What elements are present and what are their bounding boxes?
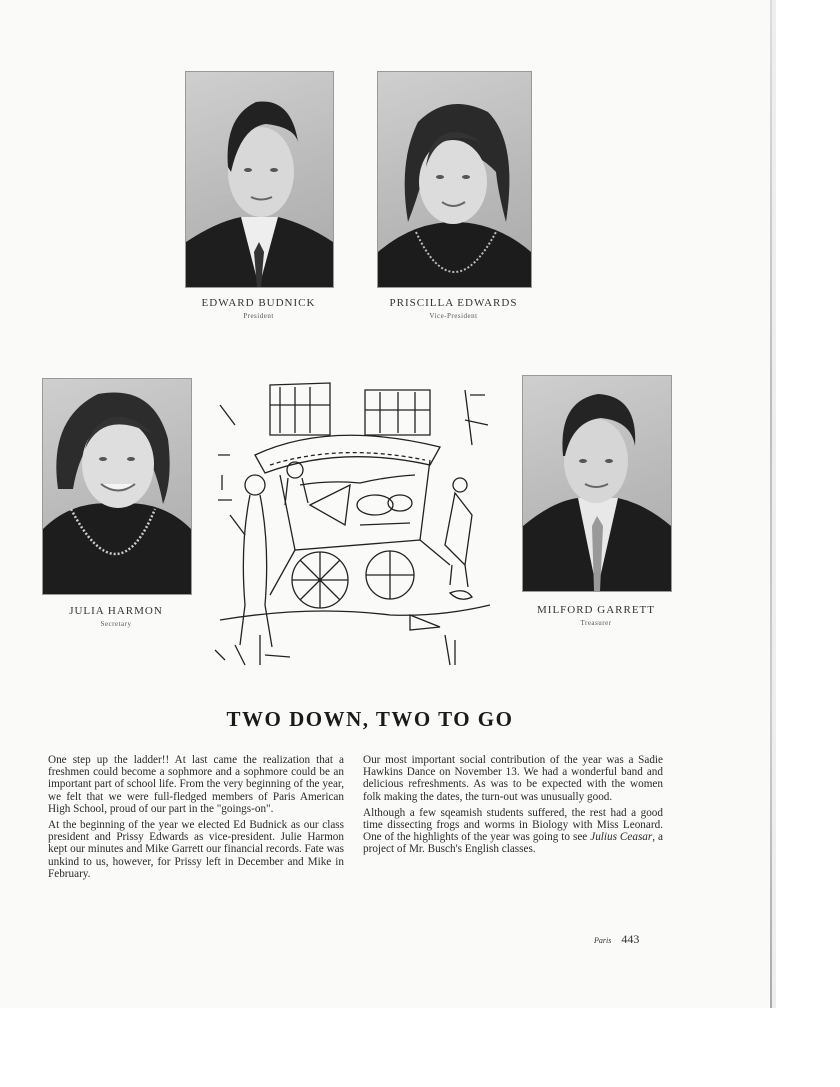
paragraph: One step up the ladder!! At last came the realization that a freshmen could become a sophmore and a sophmore could be an important part of school life. From the very beginning of the year, we felt that we were full-fledged members of Paris American High School, proud of our part in the "goings-on". [48, 754, 344, 815]
paragraph-text: Although a few sqeamish students suffered, the rest had a good time dissecting frogs and worms in Biology with Miss Leonard. One of the highlights of the year was going to see [363, 806, 663, 844]
photo-priscilla-edwards [377, 71, 532, 288]
officer-name: JULIA HARMON [69, 605, 163, 617]
article-left-column [48, 754, 344, 884]
paragraph: At the beginning of the year we elected Ed Budnick as our class president and Prissy Edwards as vice-president. Julie Harmon kept our minutes and Mike Garrett our financial records. Fate was unkind to us, however, for Prissy left in December and Mike in February. [48, 819, 344, 880]
caption-edward-budnick [185, 297, 332, 320]
officer-role: Vice-President [429, 312, 478, 320]
caption-julia-harmon [36, 605, 196, 628]
page-number: 443 [621, 932, 640, 946]
officer-name: MILFORD GARRETT [537, 604, 655, 616]
officer-name: PRISCILLA EDWARDS [389, 297, 518, 309]
article-right-column [363, 754, 663, 860]
photo-julia-harmon [42, 378, 192, 595]
page-folio [594, 932, 639, 947]
photo-milford-garrett [522, 375, 672, 592]
photo-edward-budnick [185, 71, 334, 288]
officer-role: Treasurer [580, 619, 612, 627]
caption-priscilla-edwards [370, 297, 537, 320]
officer-name: EDWARD BUDNICK [201, 297, 316, 309]
officer-role: Secretary [100, 620, 132, 628]
page-headline: TWO DOWN, TWO TO GO [226, 707, 514, 731]
paragraph: Our most important social contribution of the year was a Sadie Hawkins Dance on November 13. We had a wonderful band and delicious refreshments. As was to be expected with the women folk making the dates, the turn-out was unusually good. [363, 754, 663, 803]
paragraph-text: , a project of Mr. Busch's English classes. [363, 831, 664, 856]
street-cart-sketch [210, 365, 500, 675]
page-edge-shadow [772, 0, 776, 1008]
play-title: Julius Ceasar [590, 831, 653, 844]
folio-place: Paris [594, 936, 612, 945]
officer-role: President [243, 312, 274, 320]
caption-milford-garrett [516, 604, 676, 627]
paragraph [363, 807, 663, 856]
